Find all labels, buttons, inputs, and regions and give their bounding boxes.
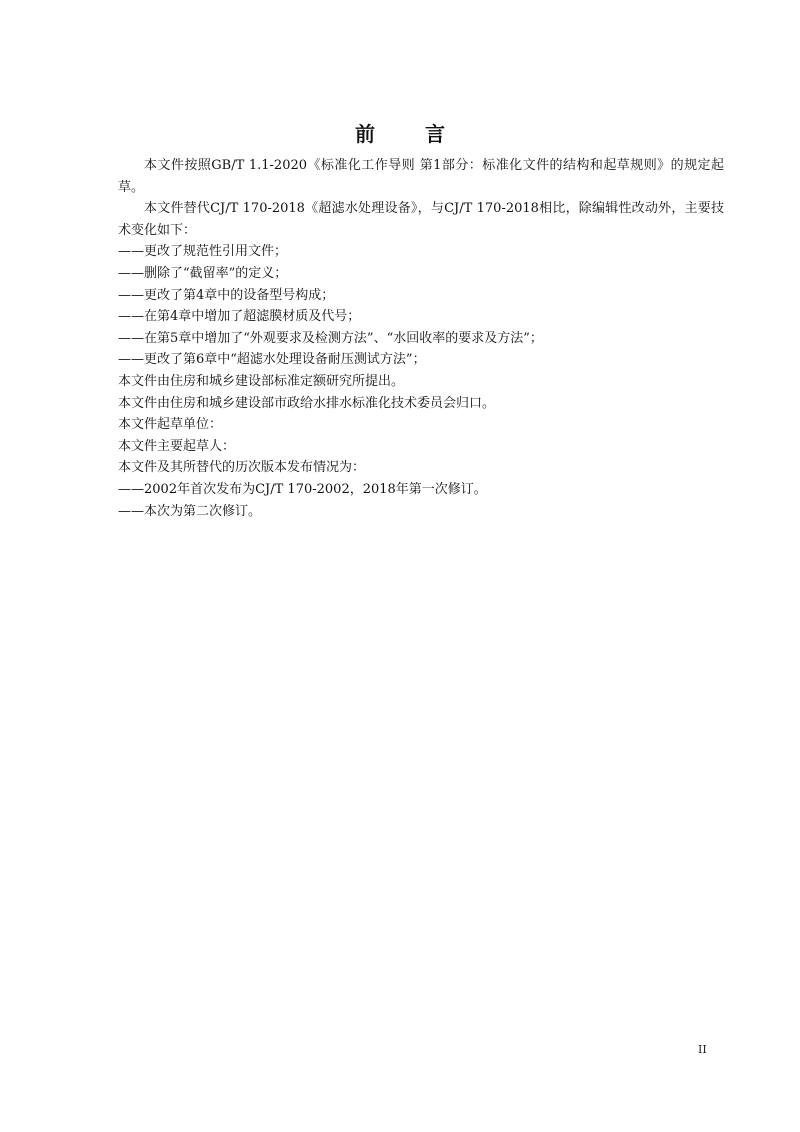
page-title [0,118,800,147]
change-item: ——删除了“截留率”的定义； [118,265,288,281]
history-item: ——2002年首次发布为CJ/T 170-2002，2018年第一次修订。 [118,481,487,497]
change-item: ——更改了第4章中的设备型号构成； [118,287,335,303]
change-item: ——更改了第6章中“超滤水处理设备耐压测试方法”； [118,352,426,368]
change-item: ——在第5章中增加了“外观要求及检测方法”、“水回收率的要求及方法”； [118,330,543,346]
title-char-2: 言 [425,122,445,146]
history-item: ——本次为第二次修订。 [118,503,262,519]
paragraph-proposer: 本文件由住房和城乡建设部标准定额研究所提出。 [118,373,405,389]
change-item: ——更改了规范性引用文件； [118,244,288,260]
paragraph-replacement: 本文件替代CJ/T 170-2018《超滤水处理设备》，与CJ/T 170-2018相比，除编辑性改动外，主要技术变化如下： [118,201,724,238]
page-number: II [698,1043,707,1056]
title-char-1: 前 [355,122,375,146]
change-item: ——在第4章中增加了超滤膜材质及代号； [118,309,361,325]
document-body [118,155,724,522]
paragraph-history-intro: 本文件及其所替代的历次版本发布情况为： [118,460,366,476]
paragraph-drafters: 本文件主要起草人： [118,438,236,454]
paragraph-drafting-rules: 本文件按照GB/T 1.1-2020《标准化工作导则 第1部分：标准化文件的结构和起草规则》的规定起草。 [118,158,724,195]
paragraph-committee: 本文件由住房和城乡建设部市政给水排水标准化技术委员会归口。 [118,395,496,411]
paragraph-drafting-unit: 本文件起草单位： [118,417,223,433]
